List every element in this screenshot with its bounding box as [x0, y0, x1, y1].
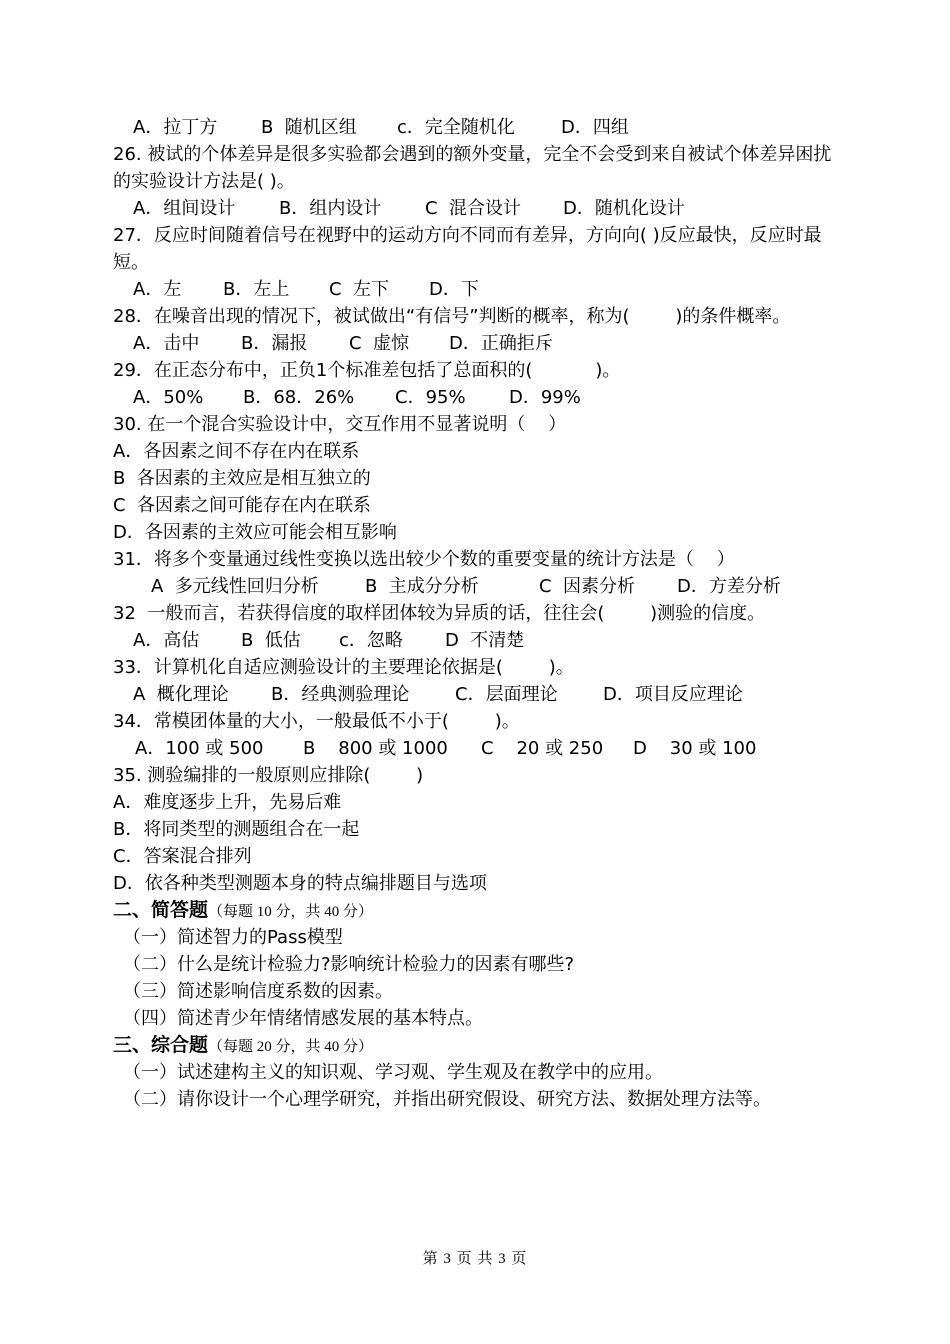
q28-option-a: A．击中 [133, 333, 200, 354]
q31-option-c: C 因素分析 [539, 576, 636, 597]
q33-option-d: D．项目反应理论 [603, 684, 743, 705]
q32-option-b: B 低估 [241, 630, 301, 651]
q30-option-c: C 各因素之间可能存在内在联系 [113, 495, 372, 516]
q34-option-d: D 30 或 100 [633, 738, 757, 759]
q27-option-b: B．左上 [223, 279, 290, 300]
q33-option-c: C．层面理论 [455, 684, 558, 705]
q35-option-a: A．难度逐步上升，先易后难 [113, 792, 342, 813]
q27-option-a: A．左 [133, 279, 182, 300]
q34-options [113, 735, 843, 762]
q29-option-b: B．68．26% [243, 387, 355, 408]
q28-option-b: B．漏报 [241, 333, 308, 354]
q26-option-a: A．组间设计 [133, 198, 236, 219]
q32-options [113, 627, 843, 654]
q29-option-d: D．99% [509, 387, 581, 408]
q27-stem: 27．反应时间随着信号在视野中的运动方向不同而有差异，方向向( )反应最快，反应时最短。 [113, 225, 822, 273]
q29-options [113, 384, 843, 411]
q29-option-c: C．95% [395, 387, 466, 408]
q31-option-b: B 主成分分析 [365, 576, 479, 597]
q30-option-d: D．各因素的主效应可能会相互影响 [113, 522, 397, 543]
q35-option-d: D．依各种类型测题本身的特点编排题目与选项 [113, 873, 487, 894]
q32-option-a: A．高估 [133, 630, 200, 651]
section3-item: （二）请你设计一个心理学研究，并指出研究假设、研究方法、数据处理方法等。 [123, 1089, 771, 1110]
q25-option-d: D．四组 [561, 117, 629, 138]
q28-options [113, 330, 843, 357]
q30-option-a: A．各因素之间不存在内在联系 [113, 441, 360, 462]
q27-option-c: C 左下 [329, 279, 390, 300]
q26-stem: 26. 被试的个体差异是很多实验都会遇到的额外变量，完全不会受到来自被试个体差异困扰的实验设计方法是( )。 [113, 144, 832, 192]
q35-stem: 35. 测验编排的一般原则应排除( ) [113, 765, 424, 786]
q33-stem: 33．计算机化自适应测验设计的主要理论依据是( )。 [113, 657, 574, 678]
page-content [113, 114, 843, 1113]
section2-item: （四）简述青少年情绪情感发展的基本特点。 [123, 1008, 483, 1029]
q34-option-c: C 20 或 250 [481, 738, 604, 759]
q25-option-b: B 随机区组 [261, 117, 357, 138]
page-footer: 第 3 页 共 3 页 [422, 1251, 528, 1267]
section2-item: （三）简述影响信度系数的因素。 [123, 981, 393, 1002]
q28-option-c: C 虚惊 [349, 333, 410, 354]
section3-heading [113, 1032, 843, 1059]
q32-option-c: c．忽略 [339, 630, 403, 651]
q33-option-b: B．经典测验理论 [271, 684, 410, 705]
q33-option-a: A 概化理论 [133, 684, 229, 705]
q25-options [113, 114, 843, 141]
q28-stem: 28．在噪音出现的情况下，被试做出“有信号”判断的概率，称为( )的条件概率。 [113, 306, 791, 327]
q26-options [113, 195, 843, 222]
q31-option-a: A 多元线性回归分析 [151, 576, 319, 597]
q31-option-d: D．方差分析 [677, 576, 781, 597]
q29-stem: 29．在正态分布中，正负1个标准差包括了总面积的( )。 [113, 360, 621, 381]
section3-title: 三、综合题 [113, 1034, 209, 1056]
q26-option-c: C 混合设计 [425, 198, 522, 219]
q26-option-d: D．随机化设计 [563, 198, 685, 219]
q25-option-c: c．完全随机化 [397, 117, 515, 138]
section2-title: 二、简答题 [113, 899, 209, 921]
q27-option-d: D．下 [429, 279, 479, 300]
q32-stem: 32 一般而言，若获得信度的取样团体较为异质的话，往往会( )测验的信度。 [113, 603, 766, 624]
q27-options [113, 276, 843, 303]
section2-item: （二）什么是统计检验力?影响统计检验力的因素有哪些? [123, 954, 575, 975]
q32-option-d: D 不清楚 [445, 630, 525, 651]
section3-item: （一）试述建构主义的知识观、学习观、学生观及在教学中的应用。 [123, 1062, 663, 1083]
q26-option-b: B．组内设计 [279, 198, 382, 219]
section2-heading [113, 897, 843, 924]
q35-option-b: B．将同类型的测题组合在一起 [113, 819, 360, 840]
q29-option-a: A．50% [133, 387, 204, 408]
q35-option-c: C．答案混合排列 [113, 846, 252, 867]
q31-stem: 31．将多个变量通过线性变换以选出较少个数的重要变量的统计方法是（ ） [113, 549, 735, 570]
q31-options [113, 573, 843, 600]
q34-stem: 34．常模团体量的大小，一般最低不小于( )。 [113, 711, 520, 732]
q30-stem: 30. 在一个混合实验设计中，交互作用不显著说明（ ） [113, 414, 567, 435]
q30-option-b: B 各因素的主效应是相互独立的 [113, 468, 371, 489]
section2-note: （每题 10 分，共 40 分） [208, 904, 374, 920]
section3-note: （每题 20 分，共 40 分） [208, 1039, 374, 1055]
q25-option-a: A．拉丁方 [133, 117, 218, 138]
q34-option-a: A．100 或 500 [135, 738, 264, 759]
q34-option-b: B 800 或 1000 [303, 738, 448, 759]
q28-option-d: D．正确拒斥 [449, 333, 553, 354]
section2-item: （一）简述智力的Pass模型 [123, 927, 343, 948]
q33-options [113, 681, 843, 708]
